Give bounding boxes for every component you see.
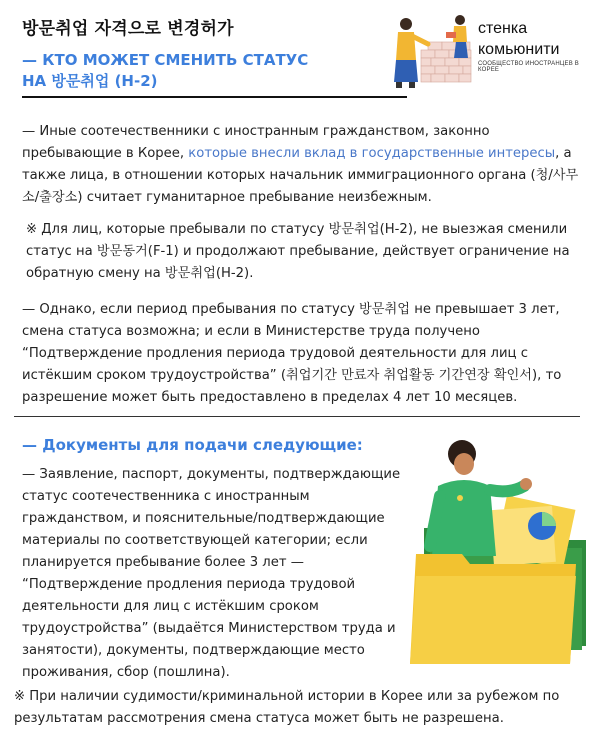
- logo-tagline: СООБЩЕСТВО ИНОСТРАНЦЕВ В КОРЕЕ: [478, 61, 579, 73]
- subtitle-line-2: НА 방문취업 (Н-2): [22, 72, 158, 90]
- wall-builders-illustration: [376, 12, 476, 92]
- highlighted-text: которые внесли вклад в государственные интересы: [188, 146, 556, 161]
- paragraph-eligibility: [22, 121, 582, 209]
- man-with-folders-illustration: [400, 436, 590, 668]
- page-title-korean: 방문취업 자격으로 변경허가: [22, 19, 234, 39]
- documents-heading: — Документы для подачи следующие:: [22, 436, 363, 454]
- header-divider: [22, 96, 407, 98]
- logo-line-1: стенка: [478, 20, 528, 37]
- logo-line-2: комьюнити: [478, 41, 560, 58]
- paragraph-period-conditions: — Однако, если период пребывания по статусу 방문취업 не превышает 3 лет, смена статуса возможна; и если в Министерстве труда получено “Подтверждение продления периода трудовой деятельности для лиц с истёкшим сроком трудоустройства” (취업기간 만료자 취업활동 기간연장 확인서), то разрешение может быть предоставлено в пределах 4 лет 10 месяцев.: [22, 302, 562, 405]
- paragraph-text: — Иные соотечественники с иностранным гражданством, законно пребывающие в Корее,: [22, 124, 490, 161]
- paragraph-text: , а также лица, в отношении которых начальник иммиграционного органа (청/사무소/출장소) считает гуманитарное пребывание неизбежным.: [22, 146, 579, 205]
- page-subtitle: [22, 50, 362, 92]
- subtitle-line-1: — КТО МОЖЕТ СМЕНИТЬ СТАТУС: [22, 51, 309, 69]
- documents-list-text: — Заявление, паспорт, документы, подтверждающие статус соотечественника с иностранным гражданством, и пояснительные/подтверждающие материалы по соответствующей категории; если планируется пребывание более 3 лет — “Подтверждение продления периода трудовой деятельности для лиц с истёкшим сроком трудоустройства” (выдаётся Министерством труда и занятости), документы, подтверждающие место проживания, сбор (пошлина).: [22, 467, 401, 680]
- logo-wordmark: [478, 18, 559, 60]
- paragraph-restriction-note: ※ Для лиц, которые пребывали по статусу 방문취업(H-2), не выезжая сменили статус на 방문동거(F-1) и продолжают пребывание, действует ограничение на обратную смену на 방문취업(H-2).: [26, 222, 570, 281]
- footnote-criminal-record: ※ При наличии судимости/криминальной истории в Корее или за рубежом по результатам рассмотрения смена статуса может быть не разрешена.: [14, 689, 560, 726]
- section-divider: [14, 416, 580, 417]
